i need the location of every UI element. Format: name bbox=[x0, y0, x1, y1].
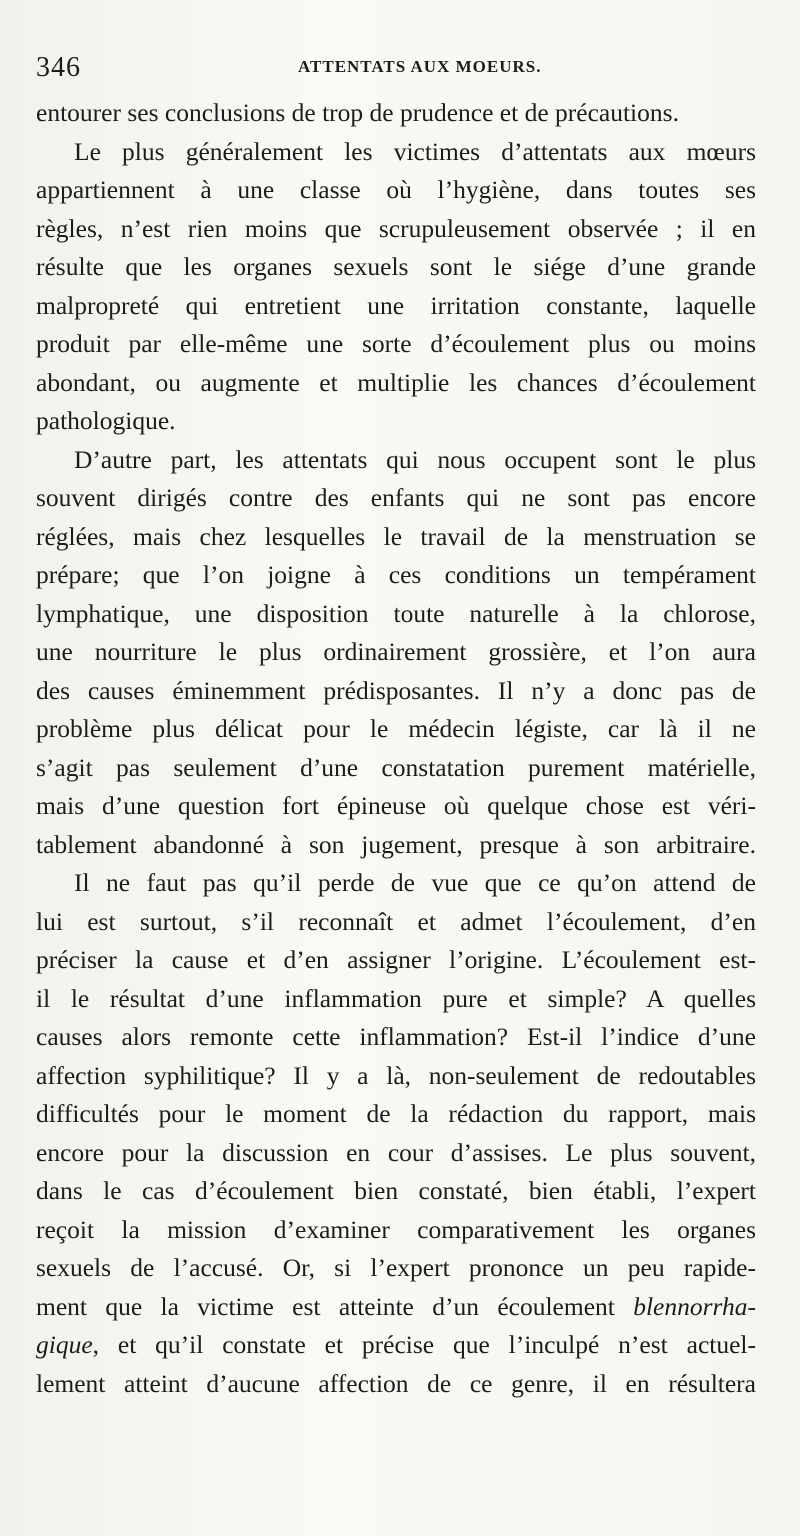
running-title: ATTENTATS AUX MOEURS. bbox=[298, 57, 542, 76]
text-line: lement atteint d’aucune affection de ce genre, il en résultera bbox=[36, 1368, 756, 1398]
text-line: il le résultat d’une inflammation pure et simple? A quelles bbox=[36, 983, 756, 1013]
italic-term: blennorrha- bbox=[633, 1291, 756, 1321]
text-line-with-italic: gique, et qu’il constate et précise que l’inculpé n’est actuel- bbox=[36, 1330, 756, 1359]
text-line: sexuels de l’accusé. Or, si l’expert prononce un peu rapide- bbox=[36, 1253, 756, 1282]
text-line: réglées, mais chez lesquelles le travail de la menstruation se bbox=[36, 521, 756, 551]
text-line: lui est surtout, s’il reconnaît et admet l’écoulement, d’en bbox=[36, 906, 756, 936]
paragraph-3 bbox=[36, 441, 756, 865]
text-line: dans le cas d’écoulement bien constaté, bien établi, l’expert bbox=[36, 1176, 756, 1205]
italic-term: gique bbox=[36, 1330, 93, 1359]
text-line: tablement abandonné à son jugement, presque à son arbitraire. bbox=[36, 829, 756, 859]
text-line: problème plus délicat pour le médecin légiste, car là il ne bbox=[36, 714, 756, 743]
text-line: lymphatique, une disposition toute naturelle à la chlorose, bbox=[36, 598, 756, 628]
paragraph-1 bbox=[36, 94, 756, 133]
text-line: difficultés pour le moment de la rédaction du rapport, mais bbox=[36, 1099, 756, 1128]
text-line: résulte que les organes sexuels sont le siége d’une grande bbox=[36, 252, 756, 281]
text-line: préciser la cause et d’en assigner l’origine. L’écoulement est- bbox=[36, 945, 756, 974]
page-header bbox=[36, 52, 756, 86]
text-line: s’agit pas seulement d’une constatation purement matérielle, bbox=[36, 752, 756, 782]
text-line: une nourriture le plus ordinairement grossière, et l’on aura bbox=[36, 637, 756, 666]
text-line: des causes éminemment prédisposantes. Il n’y a donc pas de bbox=[36, 675, 756, 705]
text-line: causes alors remonte cette inflammation? Est-il l’indice d’une bbox=[36, 1022, 756, 1051]
text-line: affection syphilitique? Il y a là, non-seulement de redoutables bbox=[36, 1060, 756, 1090]
text-line: encore pour la discussion en cour d’assises. Le plus souvent, bbox=[36, 1137, 756, 1167]
text-line: prépare; que l’on joigne à ces conditions un tempérament bbox=[36, 560, 756, 589]
text-line: mais d’une question fort épineuse où quelque chose est véri- bbox=[36, 791, 756, 820]
text-line: abondant, ou augmente et multiplie les chances d’écoulement bbox=[36, 367, 756, 397]
text-line: D’autre part, les attentats qui nous occupent sont le plus bbox=[74, 444, 756, 474]
text-line: souvent dirigés contre des enfants qui ne sont pas encore bbox=[36, 483, 756, 512]
page-number: 346 bbox=[36, 52, 81, 83]
paragraph-2 bbox=[36, 133, 756, 441]
text-line: produit par elle-même une sorte d’écoulement plus ou moins bbox=[36, 329, 756, 358]
text-line: règles, n’est rien moins que scrupuleusement observée ; il en bbox=[36, 213, 756, 243]
text-line: malpropreté qui entretient une irritation constante, laquelle bbox=[36, 290, 756, 320]
text-line: Le plus généralement les victimes d’attentats aux mœurs bbox=[74, 136, 756, 166]
paragraph-4 bbox=[36, 864, 756, 1403]
text-line: entourer ses conclusions de trop de prudence et de précautions. bbox=[36, 98, 679, 127]
text-line-with-italic: ment que la victime est atteinte d’un écoulement blennorrha- bbox=[36, 1291, 756, 1321]
text-line: reçoit la mission d’examiner comparativement les organes bbox=[36, 1214, 756, 1244]
text-line: pathologique. bbox=[36, 406, 176, 435]
body-text bbox=[36, 94, 756, 1403]
text-line: appartiennent à une classe où l’hygiène, dans toutes ses bbox=[36, 175, 756, 204]
text-line: Il ne faut pas qu’il perde de vue que ce qu’on attend de bbox=[74, 868, 756, 897]
